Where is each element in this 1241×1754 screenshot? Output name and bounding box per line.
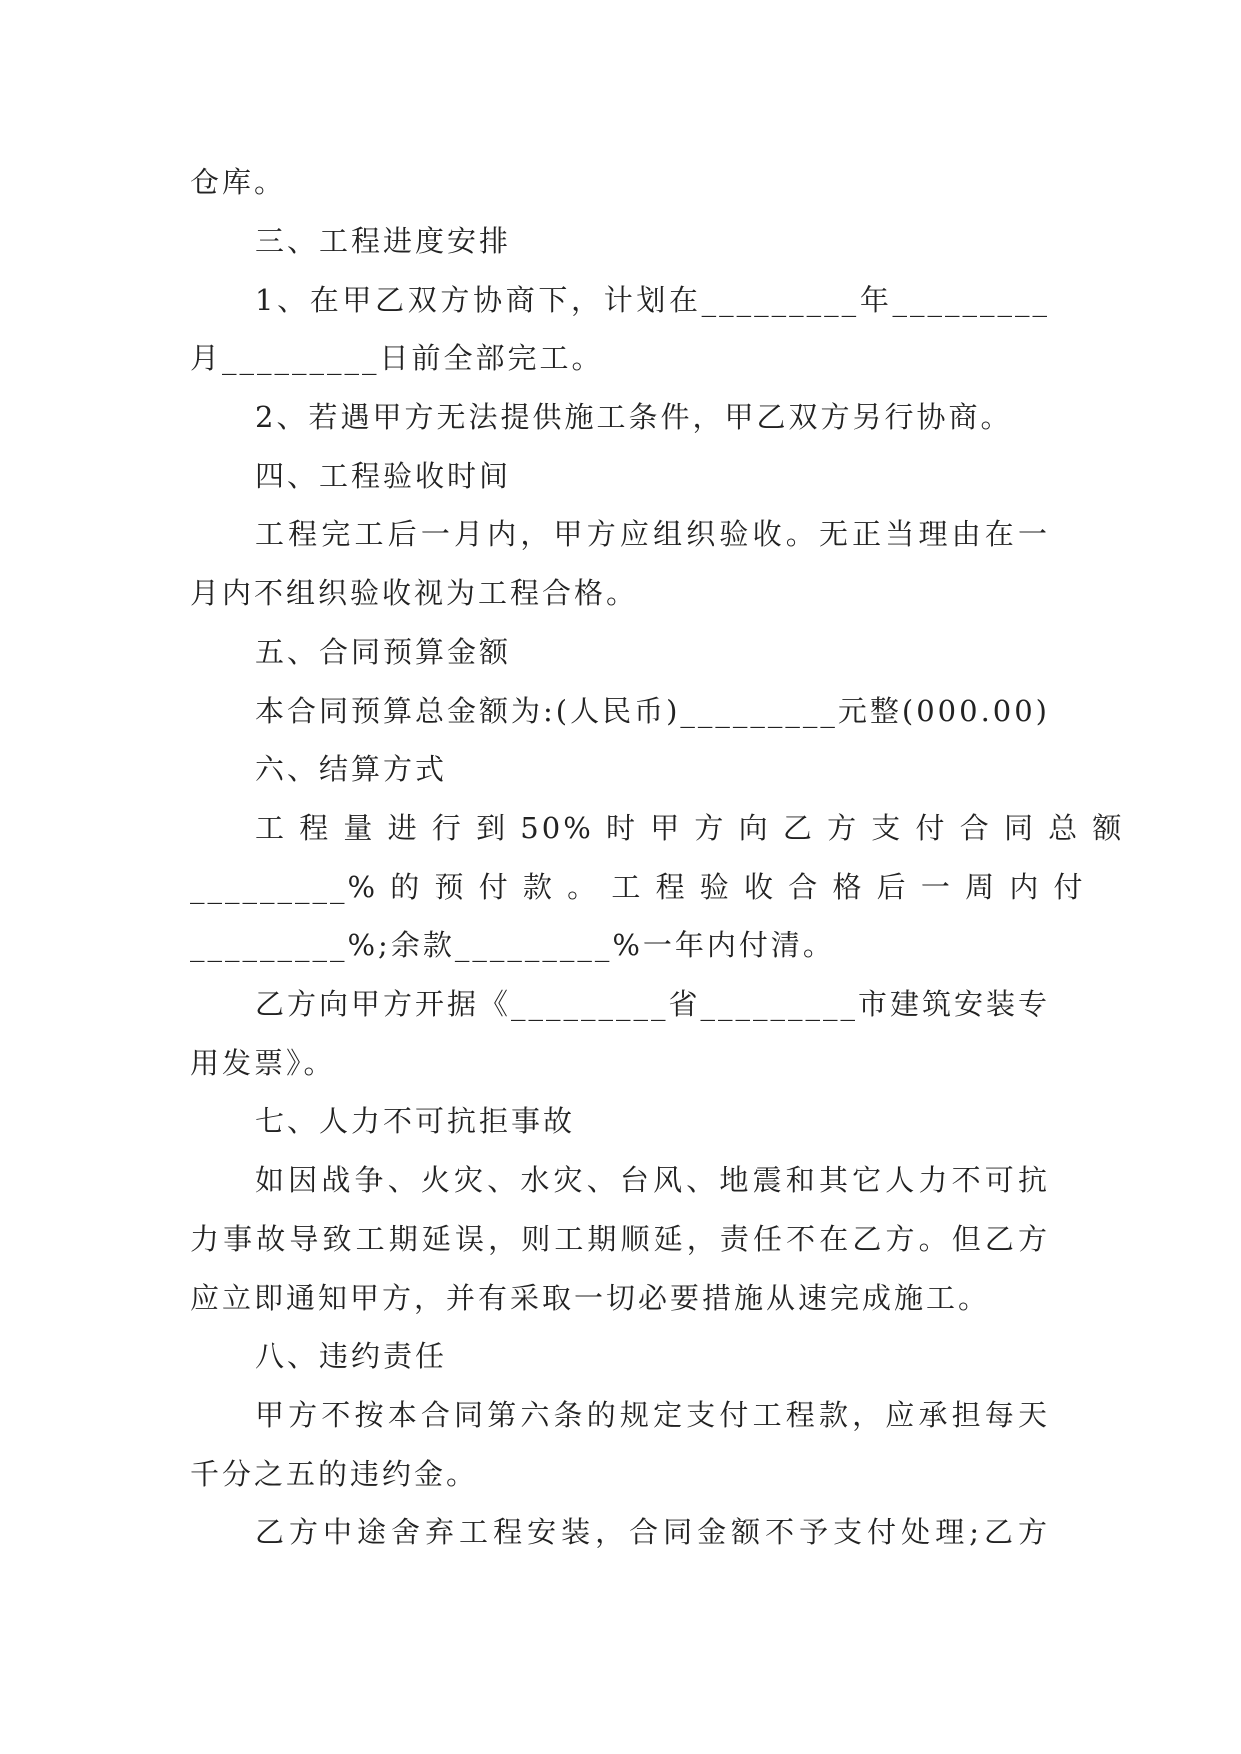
text-line: 仓库。 bbox=[190, 165, 287, 199]
text-line: 1、在甲乙双方协商下，计划在_________年_________ bbox=[255, 283, 1050, 317]
text-line: 工 程 量 进 行 到 50% 时 甲 方 向 乙 方 支 付 合 同 总 额 bbox=[255, 811, 1125, 845]
section-heading: 五、合同预算金额 bbox=[255, 635, 512, 669]
section-heading: 四、工程验收时间 bbox=[255, 459, 512, 493]
text-line: 本合同预算总金额为:(人民币)_________元整(000.00) bbox=[255, 694, 1050, 728]
text-line: 力事故导致工期延误，则工期顺延，责任不在乙方。但乙方 bbox=[190, 1222, 1050, 1256]
text-line: 千分之五的违约金。 bbox=[190, 1457, 479, 1491]
text-line: 甲方不按本合同第六条的规定支付工程款，应承担每天 bbox=[255, 1398, 1050, 1432]
text-line: 月内不组织验收视为工程合格。 bbox=[190, 576, 639, 610]
section-heading: 八、违约责任 bbox=[255, 1339, 448, 1373]
text-line: 月_________日前全部完工。 bbox=[190, 341, 604, 375]
text-line: 应立即通知甲方，并有采取一切必要措施从速完成施工。 bbox=[190, 1281, 991, 1315]
text-line: 乙方向甲方开据《_________省_________市建筑安装专 bbox=[255, 987, 1051, 1021]
text-line: 乙方中途舍弃工程安装，合同金额不予支付处理;乙方 bbox=[255, 1515, 1050, 1549]
section-heading: 六、结算方式 bbox=[255, 752, 448, 786]
text-line: 用发票》。 bbox=[190, 1046, 336, 1080]
text-line: _________%;余款_________%一年内付清。 bbox=[190, 928, 835, 962]
text-line: 2、若遇甲方无法提供施工条件，甲乙双方另行协商。 bbox=[255, 400, 1013, 434]
text-line: 工程完工后一月内，甲方应组织验收。无正当理由在一 bbox=[255, 517, 1050, 551]
text-line: 如因战争、火灾、水灾、台风、地震和其它人力不可抗 bbox=[255, 1163, 1050, 1197]
section-heading: 七、人力不可抗拒事故 bbox=[255, 1104, 576, 1138]
section-heading: 三、工程进度安排 bbox=[255, 224, 512, 258]
text-line: _________% 的 预 付 款 。 工 程 验 收 合 格 后 一 周 内 付 bbox=[190, 870, 1086, 904]
